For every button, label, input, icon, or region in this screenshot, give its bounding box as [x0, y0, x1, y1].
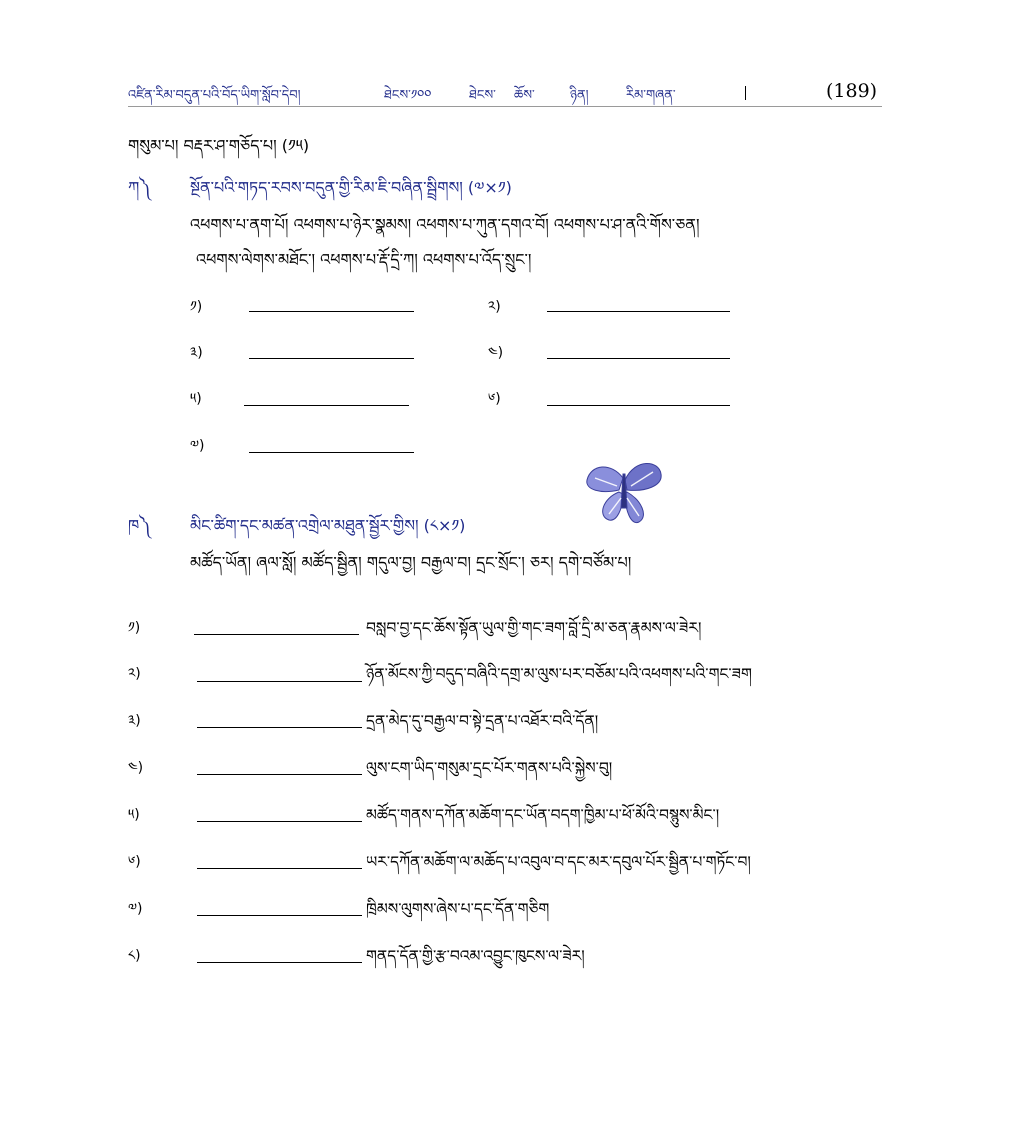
header-separator: [745, 86, 746, 100]
question-1-title: སྔོན་པའི་གཏད་རབས་བདུན་གྱི་རིམ་ཇི་བཞིན་སྦྲིགས། (༧×༡): [190, 178, 512, 197]
item-number: ༧): [128, 901, 143, 917]
header-rule: [128, 106, 882, 107]
item-number: ༡): [128, 620, 141, 636]
answer-blank[interactable]: [547, 405, 730, 406]
question-2-number: ཁ༽: [128, 516, 151, 535]
answer-blank[interactable]: [197, 962, 362, 963]
answer-blank[interactable]: [547, 358, 730, 359]
item-number: ༨): [128, 948, 141, 964]
item-definition: མཚོད་གནས་དཀོན་མཆོག་དང་ཡོན་བདག་ཁྱིམ་པ་ཕོ་མོའི་བསྙུས་མིང་།: [366, 806, 720, 824]
item-number: ༥): [128, 807, 140, 823]
answer-blank[interactable]: [197, 681, 362, 682]
section-title: གསུམ་པ། བརྡར་ཤ་གཅོད་པ། (༡༥): [128, 136, 310, 155]
item-definition: ལུས་ངག་ཡིད་གསུམ་དྲང་པོར་གནས་པའི་སྐྱེས་བུ།: [366, 759, 613, 777]
item-number: ༤): [128, 760, 144, 776]
header-title: འཛིན་རིམ་བདུན་པའི་བོད་ཡིག་སློབ་དེབ།: [128, 88, 301, 103]
item-definition: བསླབ་བྱ་དང་ཆོས་སྟོན་ཡུལ་གྱི་གང་ཟག་བློ་དྲི་མ་ཅན་རྣམས་ལ་ཟེར།: [366, 619, 702, 637]
item-number: ༢): [128, 666, 141, 682]
page-number: (189): [826, 80, 878, 102]
question-1-options-line-1: འཕགས་པ་ནག་པོ། འཕགས་པ་ཉེར་སྣམས། འཕགས་པ་ཀུན་དགའ་བོ། འཕགས་པ་ཤ་ནའི་གོས་ཅན།: [190, 215, 700, 234]
answer-blank[interactable]: [197, 821, 362, 822]
header-item: ཉིན།: [570, 88, 589, 103]
header-item: རིམ་གཞན་: [626, 88, 676, 103]
item-definition: ཉོན་མོངས་ཀྱི་བདུད་བཞིའི་དགྲ་མ་ལུས་པར་བཅོམ་པའི་འཕགས་པའི་གང་ཟག: [366, 665, 752, 683]
question-1-options-line-2: འཕགས་ལེགས་མཐོང་། འཕགས་པ་རྡོ་དྲི་ཀ། འཕགས་པ་འོད་སྲུང་།: [196, 250, 532, 269]
answer-blank[interactable]: [197, 774, 362, 775]
item-definition: གནད་དོན་གྱི་རྩ་བའམ་འབྱུང་ཁུངས་ལ་ཟེར།: [366, 947, 585, 965]
answer-blank[interactable]: [547, 311, 730, 312]
blank-label: ༣): [190, 345, 203, 361]
blank-label: ༧): [190, 438, 205, 454]
item-number: ༦): [128, 854, 141, 870]
item-definition: ཡར་དཀོན་མཆོག་ལ་མཆོད་པ་འབུལ་བ་དང་མར་དབུལ་པོར་སྦྱིན་པ་གཏོང་བ།: [366, 853, 751, 871]
blank-label: ༥): [190, 391, 202, 407]
answer-blank[interactable]: [197, 868, 362, 869]
item-definition: དྲན་མེད་དུ་བརྒྱལ་བ་སྟེ་དྲན་པ་འཐོར་བའི་དོན།: [366, 712, 599, 730]
answer-blank[interactable]: [197, 727, 362, 728]
answer-blank[interactable]: [249, 452, 414, 453]
answer-blank[interactable]: [194, 634, 359, 635]
header-item: ཆོས་: [514, 88, 535, 103]
item-number: ༣): [128, 713, 141, 729]
blank-label: ༤): [488, 345, 504, 361]
answer-blank[interactable]: [249, 311, 414, 312]
blank-label: ༡): [190, 299, 203, 315]
answer-blank[interactable]: [244, 405, 409, 406]
answer-blank[interactable]: [249, 358, 414, 359]
header-item: ཐེངས་: [469, 88, 496, 103]
blank-label: ༢): [488, 299, 501, 315]
blank-label: ༦): [488, 391, 501, 407]
question-2-options: མཚོད་ཡོན། ཞལ་སློ། མཚོད་སྦྱིན། གདུལ་བྱ། བརྒྱལ་བ། དྲང་སྲོང་། ཅར། དགེ་བཙོམ་པ།: [190, 553, 632, 572]
question-1-number: ཀ༽: [128, 178, 151, 197]
question-2-title: མིང་ཚིག་དང་མཚན་འགྲེལ་མཐུན་སྦྱོར་གྱིས། (༨×༡): [190, 516, 466, 535]
item-definition: ཁྲིམས་ལུགས་ཞེས་པ་དང་དོན་གཅིག: [366, 900, 550, 918]
answer-blank[interactable]: [197, 915, 362, 916]
header-item: ཐེངས་༡༠༠: [384, 88, 432, 103]
butterfly-icon: [583, 458, 669, 530]
